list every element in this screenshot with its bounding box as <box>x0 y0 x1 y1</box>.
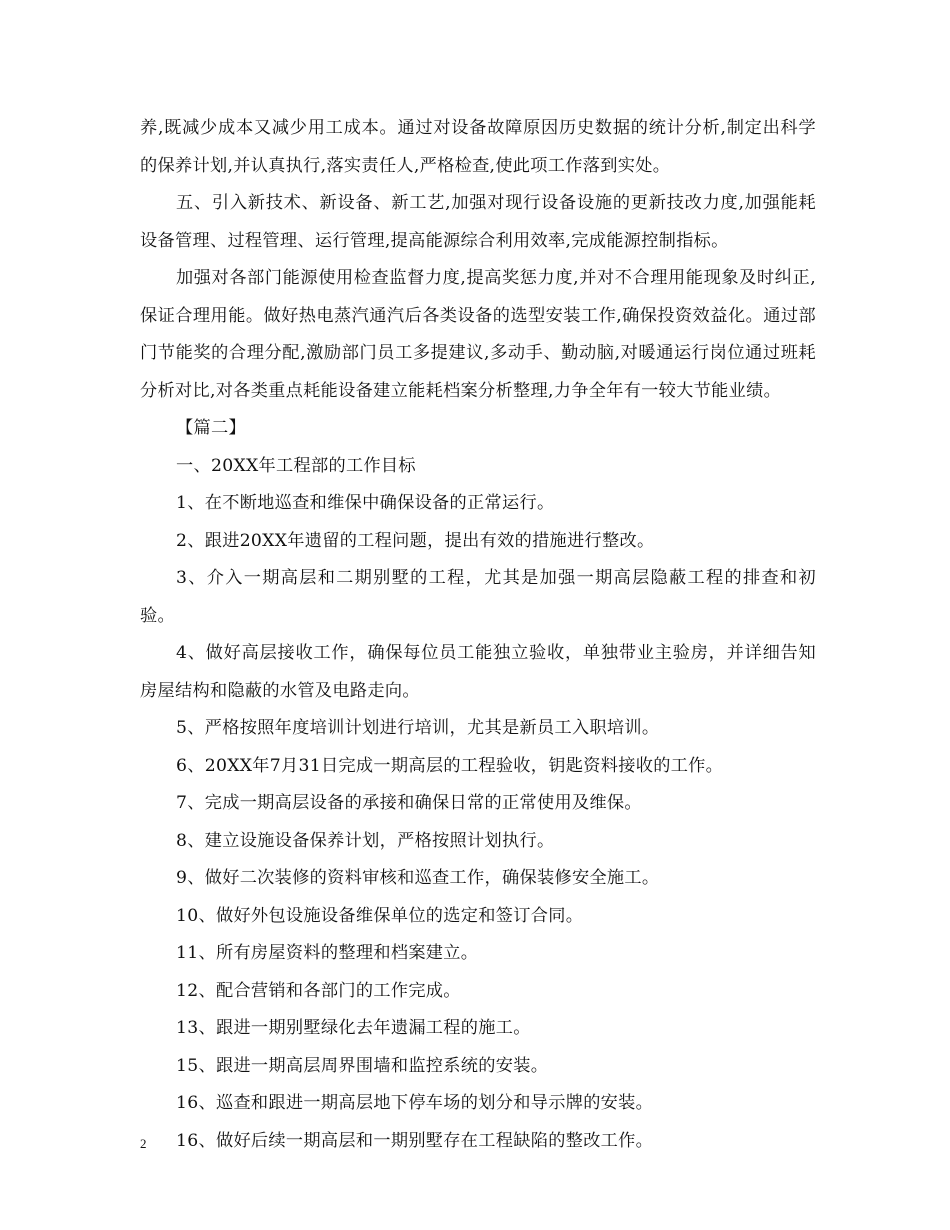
list-item-2: 2、跟进20XX年遗留的工程问题，提出有效的措施进行整改。 <box>176 530 655 551</box>
list-item-12: 12、配合营销和各部门的工作完成。 <box>176 980 461 1001</box>
document-body <box>140 110 816 1160</box>
list-item-15: 15、跟进一期高层周界围墙和监控系统的安装。 <box>176 1055 549 1076</box>
list-item-5: 5、严格按照年度培训计划进行培训，尤其是新员工入职培训。 <box>176 718 660 738</box>
list-item-3: 3、介入一期高层和二期别墅的工程，尤其是加强一期高层隐蔽工程的排查和初验。 <box>140 568 816 626</box>
list-item-9: 9、做好二次装修的资料审核和巡查工作，确保装修安全施工。 <box>176 868 660 888</box>
list-item-16a: 16、巡查和跟进一期高层地下停车场的划分和导示牌的安装。 <box>176 1093 654 1113</box>
list-item-10: 10、做好外包设施设备维保单位的选定和签订合同。 <box>176 905 584 926</box>
list-item-6: 6、20XX年7月31日完成一期高层的工程验收，钥匙资料接收的工作。 <box>176 755 724 776</box>
list-item-4: 4、做好高层接收工作，确保每位员工能独立验收，单独带业主验房，并详细告知房屋结构和隐蔽的水管及电路走向。 <box>140 643 816 701</box>
paragraph-new-technology: 五、引入新技术、新设备、新工艺,加强对现行设备设施的更新技改力度,加强能耗设备管理、过程管理、运行管理,提高能源综合利用效率,完成能源控制指标。 <box>140 193 816 251</box>
paragraph-maintenance-cost: 养,既减少成本又减少用工成本。通过对设备故障原因历史数据的统计分析,制定出科学的保养计划,并认真执行,落实责任人,严格检查,使此项工作落到实处。 <box>140 118 816 176</box>
list-item-16b: 16、做好后续一期高层和一期别墅存在工程缺陷的整改工作。 <box>176 1130 654 1151</box>
list-item-1: 1、在不断地巡查和维保中确保设备的正常运行。 <box>176 493 555 513</box>
paragraph-energy-supervision: 加强对各部门能源使用检查监督力度,提高奖惩力度,并对不合理用能现象及时纠正,保证合理用能。做好热电蒸汽通汽后各类设备的选型安装工作,确保投资效益化。通过部门节能奖的合理分配,激励部门员工多提建议,多动手、勤动脑,对暖通运行岗位通过班耗分析对比,对各类重点耗能设备建立能耗档案分析整理,力争全年有一较大节能业绩。 <box>140 268 816 401</box>
section-heading-part-two: 【篇二】 <box>176 418 246 438</box>
page-number: 2 <box>140 1136 147 1151</box>
list-item-13: 13、跟进一期别墅绿化去年遗漏工程的施工。 <box>176 1018 531 1038</box>
list-item-8: 8、建立设施设备保养计划，严格按照计划执行。 <box>176 830 555 851</box>
list-item-11: 11、所有房屋资料的整理和档案建立。 <box>176 943 479 963</box>
heading-work-goals: 一、20XX年工程部的工作目标 <box>176 455 416 476</box>
list-item-7: 7、完成一期高层设备的承接和确保日常的正常使用及维保。 <box>176 793 642 813</box>
